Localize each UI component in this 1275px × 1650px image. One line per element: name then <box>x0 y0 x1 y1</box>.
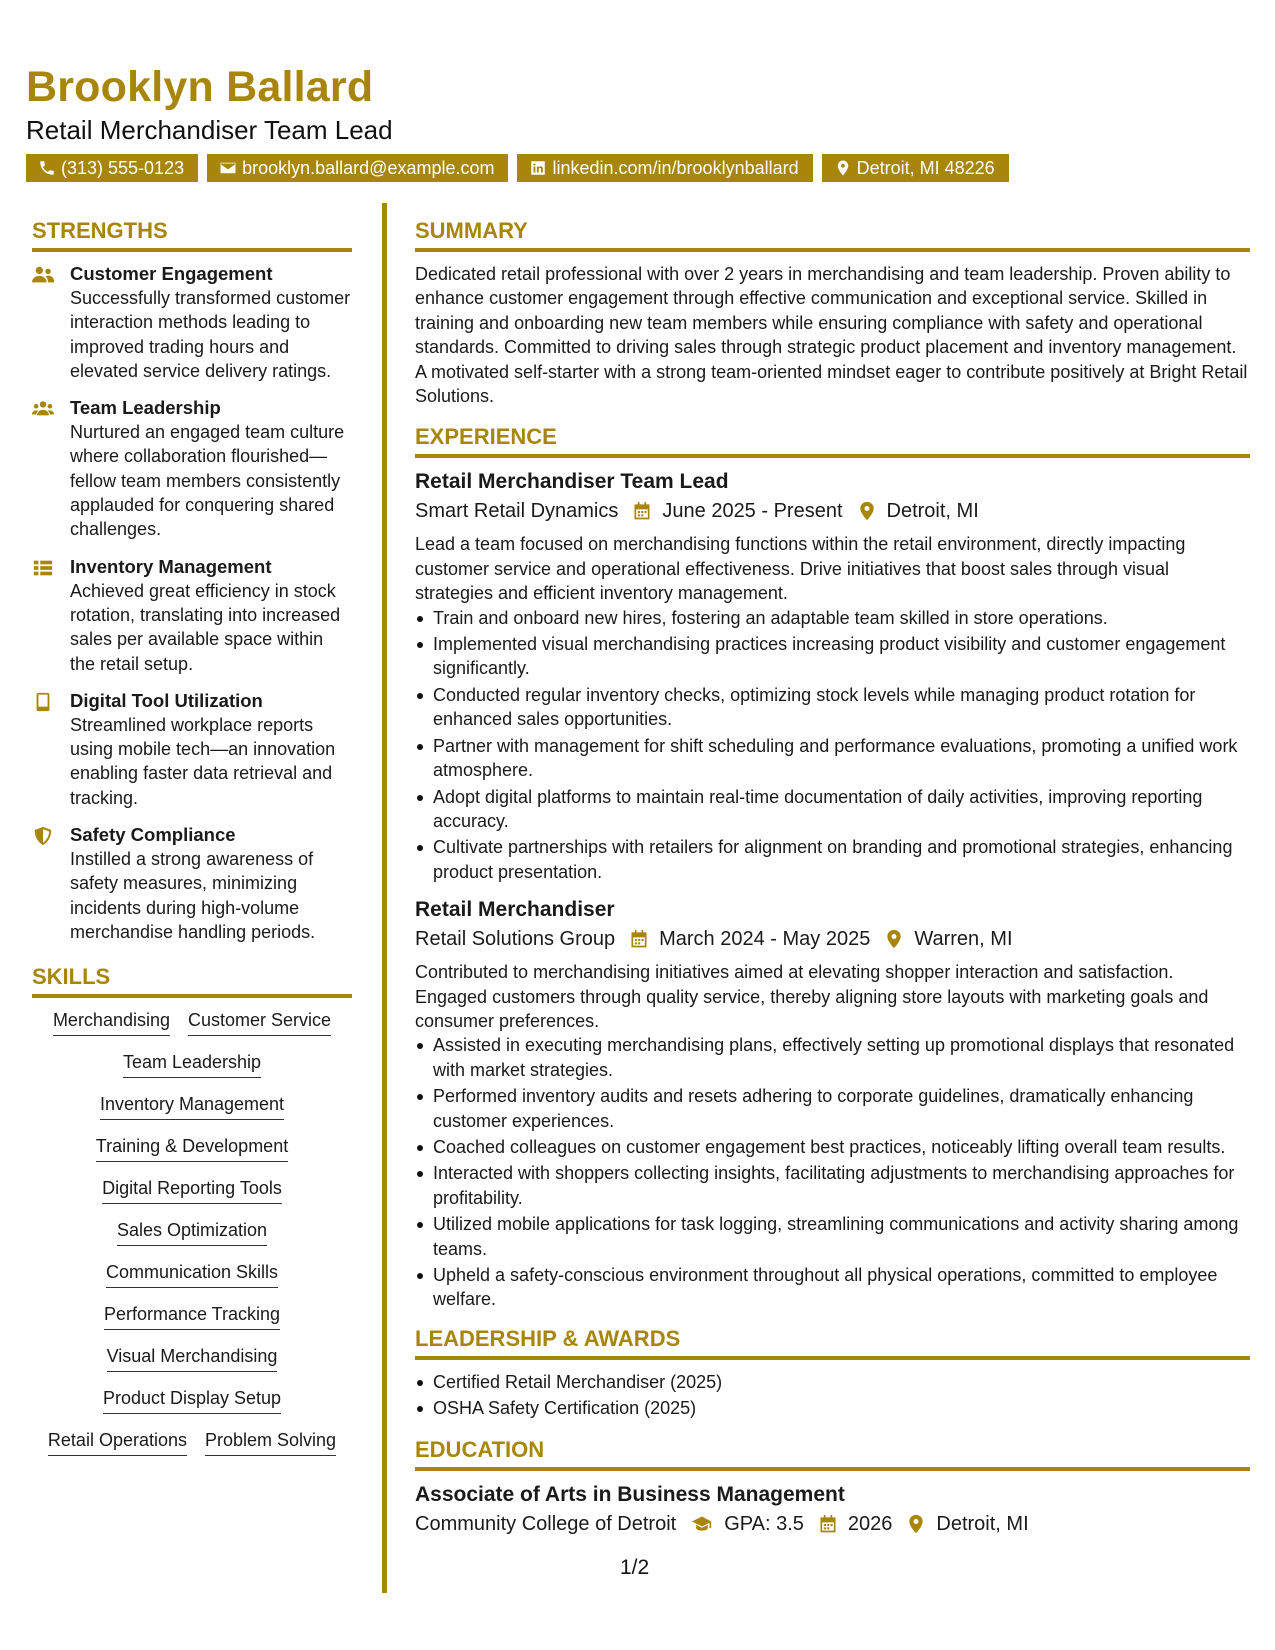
location-pin-icon <box>857 501 877 521</box>
skill-tag: Inventory Management <box>100 1092 284 1120</box>
skill-tag: Team Leadership <box>123 1050 261 1078</box>
education-meta <box>415 1509 1250 1539</box>
job-meta <box>415 496 1250 526</box>
job-bullets <box>415 1033 1250 1311</box>
job-location: Detroit, MI <box>886 500 979 523</box>
contact-email[interactable] <box>207 154 508 182</box>
strength-title: Team Leadership <box>70 397 221 419</box>
skill-tag: Sales Optimization <box>117 1218 267 1246</box>
calendar-icon <box>818 1514 838 1534</box>
skill-tag: Merchandising <box>53 1008 170 1036</box>
contact-phone-text: (313) 555-0123 <box>61 158 185 178</box>
skill-tag: Customer Service <box>188 1008 331 1036</box>
skills-heading: SKILLS <box>32 962 352 998</box>
job-description: Contributed to merchandising initiatives aimed at elevating shopper interaction and satisfaction. Engaged customers through quality service, thereby aligning store layouts with marketing goals and consumer preferences. <box>415 962 1209 1031</box>
job-entry <box>415 896 1250 1312</box>
job-bullets <box>415 606 1250 884</box>
job-entry <box>415 468 1250 884</box>
team-icon <box>32 399 54 419</box>
mobile-icon <box>32 692 54 712</box>
phone-icon <box>38 159 56 177</box>
education-entry <box>415 1481 1250 1539</box>
list-item: Utilized mobile applications for task logging, streamlining communications and activity sharing among teams. <box>415 1212 1250 1261</box>
list-item: Coached colleagues on customer engagement best practices, noticeably lifting overall team results. <box>415 1135 1250 1159</box>
linkedin-icon <box>529 159 547 177</box>
strength-desc: Nurtured an engaged team culture where collaboration flourished—fellow team members consistently applauded for conquering shared challenges. <box>70 422 345 540</box>
experience-heading: EXPERIENCE <box>415 422 1250 458</box>
strength-desc: Successfully transformed customer interaction methods leading to improved trading hours and elevated service delivery ratings. <box>70 288 351 381</box>
list-item: Performed inventory audits and resets adhering to corporate guidelines, dramatically enhancing customer experiences. <box>415 1084 1250 1133</box>
skill-tag: Problem Solving <box>205 1428 336 1456</box>
job-title: Retail Merchandiser <box>415 898 615 922</box>
column-divider <box>382 203 387 1593</box>
location-pin-icon <box>884 929 904 949</box>
list-item: OSHA Safety Certification (2025) <box>415 1396 1250 1420</box>
list-item: Assisted in executing merchandising plans, effectively setting up promotional displays that resonated with market strategies. <box>415 1033 1250 1082</box>
job-company: Smart Retail Dynamics <box>415 500 619 523</box>
strength-title: Digital Tool Utilization <box>70 689 263 711</box>
list-item: Certified Retail Merchandiser (2025) <box>415 1370 1250 1394</box>
strength-desc: Streamlined workplace reports using mobile tech—an innovation enabling faster data retrieval and tracking. <box>70 714 336 808</box>
strength-desc: Instilled a strong awareness of safety measures, minimizing incidents during high-volume merchandise handling periods. <box>70 849 316 942</box>
location-pin-icon <box>834 159 852 177</box>
calendar-icon <box>632 501 652 521</box>
contact-linkedin-text: linkedin.com/in/brooklynballard <box>552 158 799 178</box>
location-pin-icon <box>906 1514 926 1534</box>
awards-list <box>415 1370 1250 1421</box>
skill-tag: Communication Skills <box>106 1260 278 1288</box>
education-heading: EDUCATION <box>415 1435 1250 1471</box>
page-number: 1/2 <box>620 1556 650 1579</box>
calendar-icon <box>629 929 649 949</box>
strength-title: Inventory Management <box>70 555 272 577</box>
contact-bar <box>26 154 1256 182</box>
right-column <box>415 216 1250 1545</box>
list-item: Conducted regular inventory checks, optimizing stock levels while managing product rotation for enhanced sales opportunities. <box>415 683 1250 732</box>
list-item: Adopt digital platforms to maintain real-time documentation of daily activities, improving reporting accuracy. <box>415 785 1250 834</box>
job-dates: March 2024 - May 2025 <box>659 928 871 951</box>
strength-title: Safety Compliance <box>70 824 236 846</box>
summary-heading: SUMMARY <box>415 216 1250 252</box>
strength-item <box>32 396 352 541</box>
candidate-headline: Retail Merchandiser Team Lead <box>26 115 393 145</box>
skills-list <box>32 1008 352 1456</box>
job-meta <box>415 924 1250 954</box>
awards-heading: LEADERSHIP & AWARDS <box>415 1324 1250 1360</box>
job-location: Warren, MI <box>914 928 1013 951</box>
list-item: Train and onboard new hires, fostering an adaptable team skilled in store operations. <box>415 606 1250 630</box>
strength-item <box>32 689 352 810</box>
list-icon <box>32 558 54 578</box>
contact-location <box>822 154 1009 182</box>
strength-item <box>32 555 352 676</box>
graduation-cap-icon <box>690 1514 714 1534</box>
list-item: Cultivate partnerships with retailers for alignment on branding and promotional strategies, enhancing product presentation. <box>415 835 1250 884</box>
job-company: Retail Solutions Group <box>415 928 616 951</box>
graduation-year: 2026 <box>847 1512 893 1535</box>
contact-linkedin[interactable] <box>517 154 812 182</box>
job-dates: June 2025 - Present <box>662 500 843 523</box>
shield-icon <box>32 826 54 846</box>
skill-tag: Training & Development <box>96 1134 288 1162</box>
contact-phone[interactable] <box>26 154 198 182</box>
gpa: GPA: 3.5 <box>724 1512 804 1535</box>
resume-header <box>26 62 1256 182</box>
strength-item <box>32 262 352 383</box>
degree-title: Associate of Arts in Business Management <box>415 1482 845 1506</box>
skill-tag: Product Display Setup <box>103 1386 281 1414</box>
school-location: Detroit, MI <box>936 1512 1029 1535</box>
strength-desc: Achieved great efficiency in stock rotation, translating into increased sales per available space within the retail setup. <box>70 580 341 674</box>
contact-email-text: brooklyn.ballard@example.com <box>242 158 495 178</box>
contact-location-text: Detroit, MI 48226 <box>856 158 995 178</box>
skill-tag: Visual Merchandising <box>107 1344 278 1372</box>
envelope-icon <box>219 159 237 177</box>
job-title: Retail Merchandiser Team Lead <box>415 470 729 494</box>
left-column <box>32 216 352 1470</box>
list-item: Upheld a safety-conscious environment throughout all physical operations, committed to employee welfare. <box>415 1263 1250 1312</box>
strengths-heading: STRENGTHS <box>32 216 352 252</box>
skill-tag: Performance Tracking <box>104 1302 280 1330</box>
summary-text: Dedicated retail professional with over 2 years in merchandising and team leadership. Proven ability to enhance customer engagement through effective communication and exceptional service. Skilled in training and onboarding new team members while ensuring compliance with safety and operational standards. Committed to driving sales through strategic product placement and inventory management. A motivated self-starter with a strong team-oriented mindset eager to contribute positively at Bright Retail Solutions. <box>415 264 1248 407</box>
list-item: Partner with management for shift scheduling and performance evaluations, promoting a unified work atmosphere. <box>415 734 1250 783</box>
users-icon <box>32 265 54 285</box>
strength-title: Customer Engagement <box>70 263 273 284</box>
strength-item <box>32 823 352 944</box>
list-item: Interacted with shoppers collecting insights, facilitating adjustments to merchandising approaches for profitability. <box>415 1161 1250 1210</box>
candidate-name: Brooklyn Ballard <box>26 63 374 111</box>
job-description: Lead a team focused on merchandising functions within the retail environment, directly impacting customer service and operational effectiveness. Drive initiatives that boost sales through visual strategies and efficient inventory management. <box>415 534 1186 604</box>
school-name: Community College of Detroit <box>415 1512 677 1535</box>
skill-tag: Retail Operations <box>48 1428 187 1456</box>
skill-tag: Digital Reporting Tools <box>102 1176 282 1204</box>
list-item: Implemented visual merchandising practices increasing product visibility and customer engagement significantly. <box>415 632 1250 681</box>
